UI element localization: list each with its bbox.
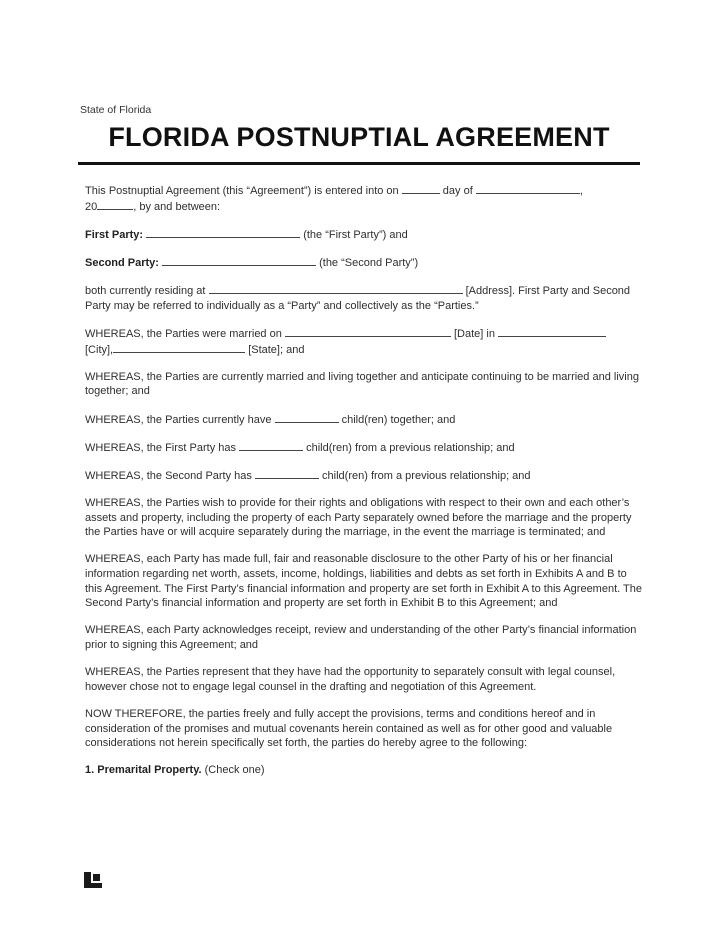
intro-comma: ,: [579, 185, 583, 197]
second-party-label: Second Party:: [85, 256, 159, 269]
second-party-name-blank[interactable]: [162, 255, 316, 266]
document-logo-icon: [84, 872, 102, 888]
children-together-line: [85, 412, 645, 428]
document-title: FLORIDA POSTNUPTIAL AGREEMENT: [108, 122, 610, 152]
marriage-state-blank[interactable]: [113, 342, 245, 353]
residing-text-2: [Address]. First Party and Second Party may be referred to individually as a “Party” and collectively as the “Parties.”: [85, 285, 631, 312]
intro-paragraph: [85, 183, 645, 214]
married-on-text: WHEREAS, the Parties were married on: [85, 327, 282, 340]
recital-rights-obligations: WHEREAS, the Parties wish to provide for their rights and obligations with respect to their own and each other’s assets and property, including the property of each Party separately owned before the marriage and the property the Parties have or will acquire separately during the marriage, in the event the marriage is terminated; and: [85, 497, 632, 539]
day-blank[interactable]: [402, 183, 440, 194]
children-second-suffix: child(ren) from a previous relationship; and: [322, 469, 531, 482]
children-first-suffix: child(ren) from a previous relationship; and: [306, 441, 515, 454]
children-second-text: WHEREAS, the Second Party has: [85, 469, 252, 482]
first-party-label: First Party:: [85, 228, 144, 241]
residing-paragraph: [85, 283, 645, 313]
recital-living-together: WHEREAS, the Parties are currently married and living together and anticipate continuing to be married and living together; and: [85, 370, 639, 398]
year-blank[interactable]: [97, 199, 133, 210]
recital-disclosure: WHEREAS, each Party has made full, fair and reasonable disclosure to the other Party of his or her financial information regarding net worth, assets, income, holdings, liabilities and debts as set forth in Exhibits A and B to this Agreement. The First Party’s financial information and property are set forth in Exhibit A to this Agreement. The Second Party’s financial information and property are set forth in Exhibit B to this Agreement; and: [85, 553, 643, 610]
section-1-heading: 1. Premarital Property.: [85, 764, 202, 777]
first-party-line: [85, 227, 645, 243]
recital-legal-counsel: WHEREAS, the Parties represent that they have had the opportunity to separately consult with legal counsel, however chose not to engage legal counsel in the drafting and negotiation of this Agreement.: [85, 666, 616, 693]
intro-text-between: , by and between:: [133, 200, 221, 213]
month-blank[interactable]: [476, 183, 580, 194]
intro-text-day-of: day of: [442, 185, 473, 197]
intro-year-prefix: 20: [85, 200, 98, 213]
state-label-text: [State]; and: [248, 343, 305, 356]
married-on-paragraph: [85, 326, 645, 357]
address-blank[interactable]: [209, 283, 463, 294]
section-1-heading-line: [85, 763, 645, 778]
children-first-line: [85, 440, 645, 456]
first-party-name-blank[interactable]: [146, 227, 300, 238]
date-in-text: [Date] in: [453, 327, 495, 340]
children-first-blank[interactable]: [239, 440, 303, 451]
marriage-date-blank[interactable]: [285, 326, 451, 337]
children-together-suffix: child(ren) together; and: [341, 413, 456, 426]
children-second-blank[interactable]: [255, 468, 319, 479]
children-first-text: WHEREAS, the First Party has: [85, 441, 236, 454]
city-label: [City],: [85, 343, 114, 356]
children-second-line: [85, 468, 645, 484]
document-body: [85, 183, 645, 791]
state-label: State of Florida: [80, 104, 152, 116]
second-party-line: [85, 255, 645, 271]
title-divider: [78, 162, 640, 165]
residing-text: both currently residing at: [85, 285, 206, 298]
children-together-blank[interactable]: [275, 412, 339, 423]
children-together-text: WHEREAS, the Parties currently have: [85, 413, 272, 426]
marriage-city-blank[interactable]: [498, 326, 606, 337]
recital-acknowledgement: WHEREAS, each Party acknowledges receipt, review and understanding of the other Party’s financial information prior to signing this Agreement; and: [85, 624, 637, 651]
second-party-suffix: (the “Second Party”): [319, 256, 419, 269]
now-therefore-paragraph: NOW THEREFORE, the parties freely and fully accept the provisions, terms and conditions hereof and in consideration of the promises and mutual covenants herein contained as well as for other good and valuable considerations not herein specifically set forth, the parties do hereby agree to the following:: [85, 707, 613, 750]
intro-text: This Postnuptial Agreement (this “Agreement”) is entered into on: [85, 185, 399, 197]
first-party-suffix: (the “First Party”) and: [303, 228, 408, 241]
section-1-note: (Check one): [204, 764, 265, 777]
